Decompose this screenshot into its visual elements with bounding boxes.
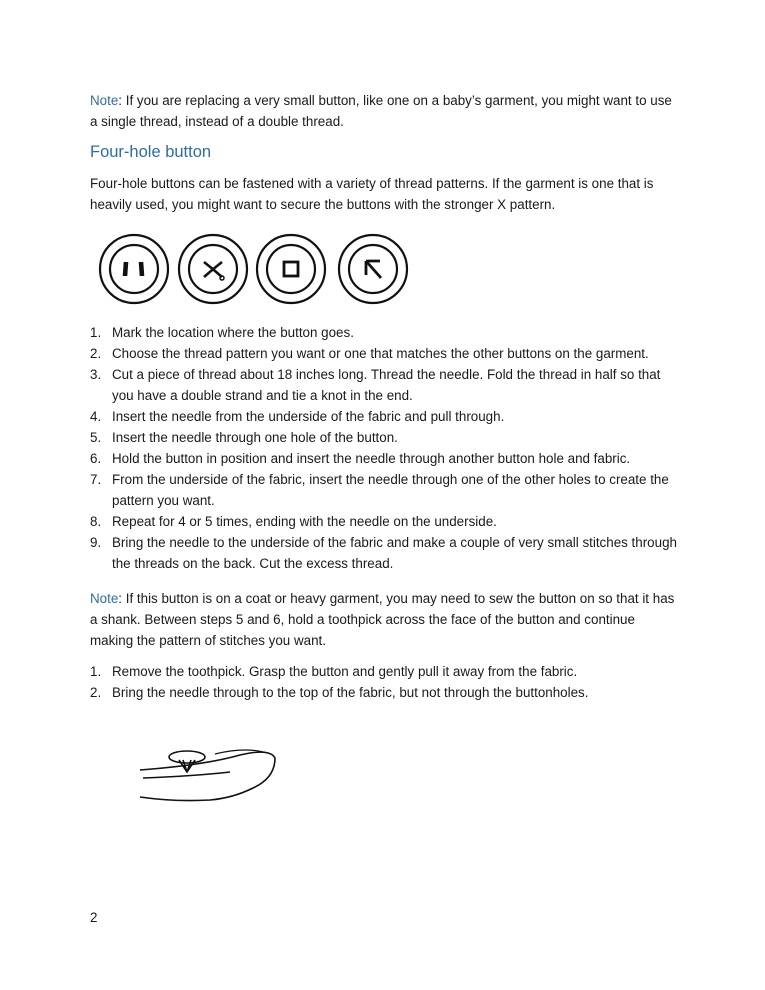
note-label: Note: [90, 93, 119, 108]
x-pattern-button-icon: [179, 235, 247, 303]
arrow-pattern-button-icon: [339, 235, 407, 303]
list-item: 6. Hold the button in position and insert the needle through another button hole and fabric.: [90, 451, 631, 466]
note-text: : If this button is on a coat or heavy garment, you may need to sew the button on so that it has a shank. Between steps 5 and 6, hold a toothpick across the face of the button and continue making the pattern of stitches you want.: [90, 591, 675, 648]
button-patterns-illustration: [98, 233, 413, 308]
list-item: 2. Choose the thread pattern you want or one that matches the other buttons on the garment.: [90, 346, 649, 361]
list-item: 4. Insert the needle from the underside of the fabric and pull through.: [90, 409, 505, 424]
list-item: 1. Mark the location where the button goes.: [90, 325, 354, 340]
parallel-stitches-button-icon: [100, 235, 168, 303]
list-item: 9. Bring the needle to the underside of the fabric and make a couple of very small stitches through the threads on the back. Cut the excess thread.: [90, 535, 677, 571]
list-item: 7. From the underside of the fabric, insert the needle through one of the other holes to create the pattern you want.: [90, 472, 669, 508]
note-text: : If you are replacing a very small button, like one on a baby’s garment, you might want to use a single thread, instead of a double thread.: [90, 93, 672, 129]
note-paragraph-2: [90, 588, 680, 651]
note-paragraph-1: [90, 90, 680, 132]
steps-list: [90, 322, 680, 574]
page-number: 2: [90, 910, 98, 925]
list-item: 1. Remove the toothpick. Grasp the button and gently pull it away from the fabric.: [90, 664, 578, 679]
list-item: 8. Repeat for 4 or 5 times, ending with the needle on the underside.: [90, 514, 497, 529]
intro-paragraph: Four-hole buttons can be fastened with a variety of thread patterns. If the garment is one that is heavily used, you might want to secure the buttons with the stronger X pattern.: [90, 176, 654, 212]
list-item: 5. Insert the needle through one hole of the button.: [90, 430, 398, 445]
list-item: 3. Cut a piece of thread about 18 inches long. Thread the needle. Fold the thread in half so that you have a double strand and tie a knot in the end.: [90, 367, 661, 403]
note-label: Note: [90, 591, 119, 606]
square-pattern-button-icon: [257, 235, 325, 303]
list-item: 2. Bring the needle through to the top of the fabric, but not through the buttonholes.: [90, 685, 589, 700]
shank-sketch-illustration: [135, 740, 285, 805]
section-heading: Four-hole button: [90, 143, 212, 161]
shank-steps-list: [90, 661, 680, 703]
